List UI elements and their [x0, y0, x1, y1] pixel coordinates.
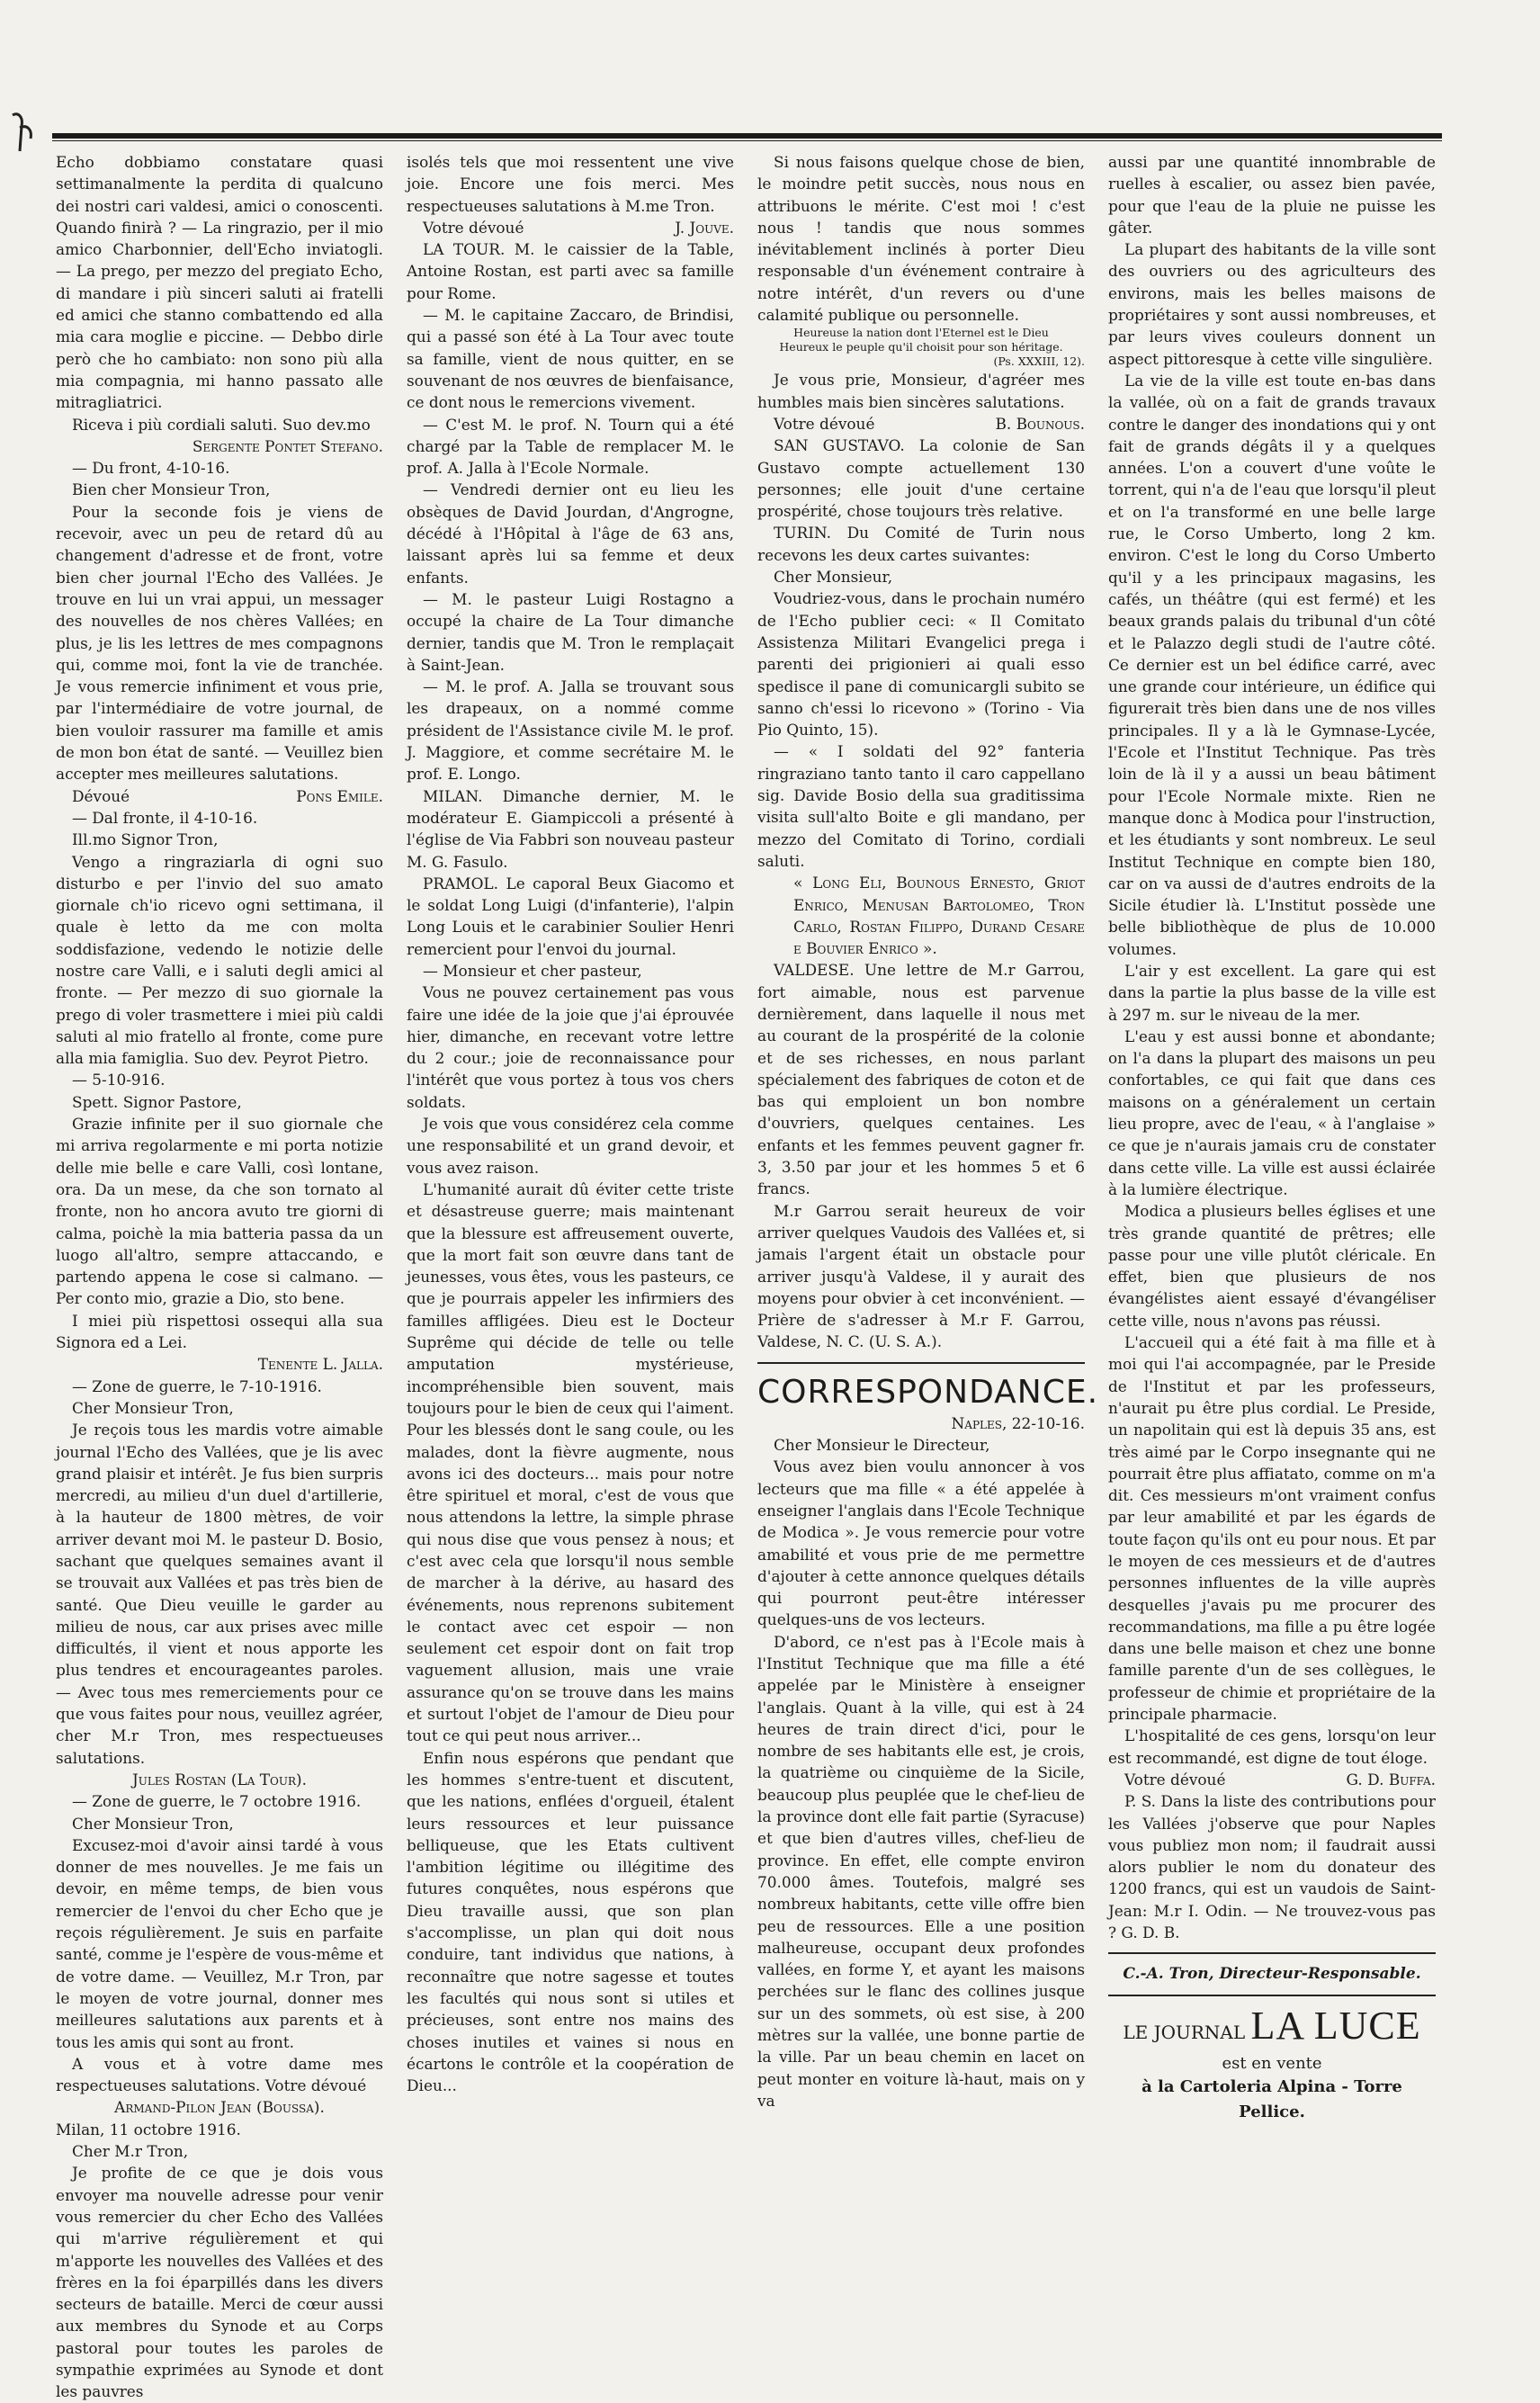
- paragraph: aussi par une quantité innombrable de ruelles à escalier, ou assez bien pavée, pour que l'eau de la pluie ne puisse les gâter.: [1108, 153, 1436, 237]
- paragraph: Milan, 11 octobre 1916.: [56, 2120, 241, 2138]
- paragraph: — 5-10-916.: [72, 1071, 166, 1089]
- paragraph: TURIN. Du Comité de Turin nous recevons les deux cartes suivantes:: [757, 524, 1085, 564]
- paragraph: P. S. Dans la liste des contributions pour les Vallées j'observe que pour Naples vous publiez mon nom; il faudrait aussi alors publier le nom du donateur des 1200 francs, qui est un vaudois de Saint-Jean: M.r I. Odin. — Ne trouvez-vous pas ? G. D. B.: [1108, 1792, 1436, 1942]
- paragraph: — Du front, 4-10-16.: [72, 459, 230, 478]
- paragraph: isolés tels que moi ressentent une vive joie. Encore une fois merci. Mes respectueuses salutations à M.me Tron.: [407, 153, 734, 215]
- paragraph: L'air y est excellent. La gare qui est dans la partie la plus basse de la ville est à 297 m. sur le niveau de la mer.: [1108, 961, 1436, 1024]
- editor-rule: [1108, 1952, 1436, 1954]
- paragraph: Vengo a ringraziarla di ogni suo disturbo e per l'invio del suo amato giornale ch'io ricevo ogni settimana, il quale è letto da me con molta soddisfazione, vedendo le notizie delle nostre care Valli, e i saluti degli amici al fronte. — Per mezzo di suo giornale la prego di voler trasmettere i miei più caldi saluti al mio fratello al fronte, come pure alla mia famiglia. Suo dev. Peyrot Pietro.: [56, 852, 383, 1068]
- paragraph: Voudriez-vous, dans le prochain numéro de l'Echo publier ceci: « Il Comitato Assistenza Militari Evangelici prega i parenti dei prigionieri ai quali esso spedisce il pane di comunicargli subito se sanno ch'essi lo ricevono » (Torino - Via Pio Quinto, 15).: [757, 589, 1085, 740]
- editor-credit: C.-A. Tron, Directeur-Responsable.: [1123, 1965, 1421, 1984]
- paragraph: L'accueil qui a été fait à ma fille et à moi qui l'ai accompagnée, par le Preside de l'Institut et par les professeurs, n'aurait pu être plus cordial. Le Preside, un napolitain qui est là depuis 35 ans, est très aimé par le Corpo insegnante qui ne pourrait être plus affiatato, comme on m'a dit. Ces messieurs m'ont vraiment confus par leur amabilité et par les égards de toute façon qu'ils ont eu pour nous. Et par le moyen de ces messieurs et de d'autres personnes influentes de la ville auprès desquelles j'avais pu me procurer des recommandations, ma fille a pu être logée dans une belle maison et chez une bonne famille parente d'un de ses collègues, le professeur de chimie et propriétaire de la principale pharmacie.: [1108, 1333, 1436, 1724]
- signature: Sergente Pontet Stefano.: [192, 436, 383, 455]
- paragraph: Cher Monsieur,: [774, 568, 893, 587]
- paragraph: Grazie infinite per il suo giornale che mi arriva regolarmente e mi porta notizie delle mie belle e care Valli, così lontane, ora. Da un mese, da che son tornato al fronte, non ho ancora avuto tre giorni di calma, poichè la mia batteria passa da un luogo all'altro, sempre attaccando, e partendo appena le cose si calmano. — Per conto mio, grazie a Dio, sto bene.: [56, 1115, 383, 1308]
- top-rule: [52, 133, 1442, 139]
- section-rule: [757, 1362, 1085, 1364]
- signature-line: [407, 217, 734, 238]
- column-3: [757, 151, 1099, 2175]
- paragraph: L'humanité aurait dû éviter cette triste et désastreuse guerre; mais maintenant que la blessure est affreusement ouverte, que la mort fait son œuvre dans tant de jeunesses, vous êtes, vous les pasteurs, ce que je pourrais appeler les infirmiers des familles affligées. Dieu est le Docteur Suprême qui décide de telle ou telle amputation mystérieuse, incompréhensible bien souvent, mais toujours pour le bien de ceux qui l'aiment. Pour les blessés dont le sang coule, ou les malades, dont la fièvre augmente, nous avons ici des docteurs... mais pour notre être spirituel et moral, c'est de vous que nous attendons la lettre, la simple phrase qui nous dise que vous pensez à nous; et c'est avec cela que lorsqu'il nous semble de marcher à la dérive, au hasard des événements, nous reprenons subitement le contact avec cet espoir — non seulement cet espoir dont on fait trop vaguement allusion, mais une vraie assurance qu'on se trouve dans les mains et surtout l'objet de l'amour de Dieu pour tout ce qui peut nous arriver...: [407, 1179, 734, 1745]
- paragraph: — Monsieur et cher pasteur,: [423, 961, 642, 980]
- paragraph: Je vois que vous considérez cela comme une responsabilité et un grand devoir, et vous avez raison.: [407, 1115, 734, 1177]
- paragraph: L'eau y est aussi bonne et abondante; on l'a dans la plupart des maisons un peu confortables, ce qui fait que dans ces maisons on a généralement un certain lieu propre, avec de l'eau, « à l'anglaise » ce que je n'aurais jamais cru de constater dans cette ville. La ville est aussi éclairée à la lumière électrique.: [1108, 1027, 1436, 1198]
- paragraph: PRAMOL. Le caporal Beux Giacomo et le soldat Long Luigi (d'infanterie), l'alpin Long Louis et le carabinier Soulier Henri remercient pour l'envoi du journal.: [407, 874, 734, 958]
- paragraph: Cher Monsieur le Directeur,: [774, 1436, 990, 1455]
- margin-mark: [7, 106, 38, 160]
- paragraph: Bien cher Monsieur Tron,: [72, 480, 271, 499]
- column-1: [56, 151, 383, 2401]
- paragraph: D'abord, ce n'est pas à l'Ecole mais à l'Institut Technique que ma fille a été appelée par le Ministère à enseigner l'anglais. Quant à la ville, qui est à 24 heures de train direct d'ici, pour le nombre de ses habitants elle est, je crois, la quatrième ou cinquième de la Sicile, beaucoup plus peuplée que le chef-lieu de la province dont elle fait partie (Syracuse) et que bien d'autres villes, chef-lieu de province. En effet, elle compte environ 70.000 âmes. Toutefois, malgré ses nombreux habitants, cette ville offre bien peu de ressources. Elle a une position malheureuse, occupant deux profondes vallées, en forme Y, et ayant les maisons perchées sur le flanc des collines jusque sur un des sommets, où est sise, à 200 mètres sur la vallée, une bonne partie de la ville. Par un beau chemin en lacet on peut monter en voiture là-haut, mais on y va: [757, 1632, 1085, 2110]
- paragraph: L'hospitalité de ces gens, lorsqu'on leur est recommandé, est digne de tout éloge.: [1108, 1726, 1436, 1767]
- paragraph: M.r Garrou serait heureux de voir arriver quelques Vaudois des Vallées et, si jamais l'argent était un obstacle pour arriver jusqu'à Valdese, il y aurait des moyens pour obvier à cet inconvénient. — Prière de s'adresser à M.r F. Garrou, Valdese, N. C. (U. S. A.).: [757, 1201, 1085, 1351]
- signer: B. Bounous.: [995, 414, 1085, 433]
- paragraph: Je reçois tous les mardis votre aimable journal l'Echo des Vallées, que je lis avec grand plaisir et intérêt. Je fus bien surpris mercredi, au milieu d'un duel d'artillerie, à la hauteur de 1800 mètres, de voir arriver devant moi M. le pasteur D. Bosio, sachant que quelques semaines avant il se trouvait aux Vallées et pas très bien de santé. Que Dieu veuille le garder au milieu de nous, car aux prises avec mille difficultés, il vient et nous apporte les plus tendres et encourageantes paroles. — Avec tous mes remerciements pour ce que vous faites pour nous, veuillez agréer, cher M.r Tron, mes respectueuses salutations.: [56, 1421, 383, 1767]
- paragraph: Vous avez bien voulu annoncer à vos lecteurs que ma fille « a été appelée à enseigner l'anglais dans l'Ecole Technique de Modica ». Je vous remercie pour votre amabilité et vous prie de me permettre d'ajouter à cette annonce quelques détails qui pourront peut-être intéresser quelques-uns de vos lecteurs.: [757, 1457, 1085, 1629]
- paragraph: I miei più rispettosi ossequi alla sua Signora ed a Lei.: [56, 1311, 383, 1352]
- closing: Votre dévoué: [423, 218, 524, 237]
- scripture-quote: [757, 326, 1085, 369]
- paragraph: Spett. Signor Pastore,: [72, 1092, 242, 1111]
- paragraph: Pour la seconde fois je viens de recevoir, avec un peu de retard dû au changement d'adresse et de front, votre bien cher journal l'Echo des Vallées. Je trouve en lui un vrai appui, un messager des nouvelles de nos chères Vallées; en plus, je lis les lettres de mes compagnons qui, comme moi, font la vie de tranchée. Je vous remercie infiniment et vous prie, par l'intermédiaire de votre journal, de bien vouloir rassurer ma famille et amis de mon bon état de santé. — Veuillez bien accepter mes meilleures salutations.: [56, 502, 383, 784]
- signature: Armand-Pilon Jean (Boussa).: [114, 2098, 325, 2117]
- paragraph: SAN GUSTAVO. La colonie de San Gustavo compte actuellement 130 personnes; elle jouit d'une certaine prospérité, chose toujours très relative.: [757, 436, 1085, 521]
- paragraph: VALDESE. Une lettre de M.r Garrou, fort aimable, nous est parvenue dernièrement, dans laquelle il nous met au courant de la prospérité de la colonie et de ses richesses, en nous parlant spécialement des fabriques de coton et de bas qui emploient un bon nombre d'ouvriers, quelques centaines. Les enfants et les femmes peuvent gagner fr. 3, 3.50 par jour et les hommes 5 et 6 francs.: [757, 961, 1085, 1198]
- section-title: CORRESPONDANCE.: [757, 1373, 1099, 1411]
- signer: G. D. Buffa.: [1346, 1770, 1436, 1789]
- signatories: « Long Eli, Bounous Ernesto, Griot Enrico, Menusan Bartolomeo, Tron Carlo, Rostan Filippo, Durand Cesare e Bouvier Enrico ».: [793, 874, 1085, 958]
- paragraph: Je vous prie, Monsieur, d'agréer mes humbles mais bien sincères salutations.: [757, 371, 1085, 411]
- paragraph: Cher Monsieur Tron,: [72, 1398, 234, 1417]
- paragraph: Enfin nous espérons que pendant que les hommes s'entre-tuent et discutent, que les nations, enflées d'orgueil, étalent leurs ressources et leur puissance belliqueuse, que les Etats cultivent l'ambition légitime ou illégitime des futures conquêtes, nous espérons que Dieu travaille aussi, que son plan s'accomplisse, un plan qui doit nous conduire, tant individus que nations, à reconnaître que notre sagesse et toutes les facultés qui nous sont si utiles et précieuses, sont entre nos mains des choses inutiles et vaines si nous en écartons le contrôle et la coopération de Dieu...: [407, 1748, 734, 2095]
- paragraph: — M. le pasteur Luigi Rostagno a occupé la chaire de La Tour dimanche dernier, tandis que M. Tron le remplaçait à Saint-Jean.: [407, 589, 734, 674]
- signature: Jules Rostan (La Tour).: [132, 1770, 307, 1789]
- closing: Votre dévoué: [1124, 1770, 1226, 1789]
- paragraph: A vous et à votre dame mes respectueuses salutations. Votre dévoué: [56, 2054, 383, 2095]
- quote-line: (Ps. XXXIII, 12).: [993, 354, 1085, 369]
- paragraph: Cher M.r Tron,: [72, 2142, 189, 2161]
- paragraph: Excusez-moi d'avoir ainsi tardé à vous donner de mes nouvelles. Je me fais un devoir, en même temps, de bien vous remercier de l'envoi du cher Echo que je reçois régulièrement. Je suis en parfaite santé, comme je l'espère de vous-même et de votre dame. — Veuillez, M.r Tron, par le moyen de votre journal, donner mes meilleures salutations aux parents et à tous les amis qui sont au front.: [56, 1835, 383, 2051]
- closing: Votre dévoué: [774, 414, 875, 433]
- signature: Naples, 22-10-16.: [951, 1413, 1085, 1432]
- paragraph: Riceva i più cordiali saluti. Suo dev.mo: [72, 415, 371, 434]
- luce-shop: à la Cartoleria Alpina - Torre Pellice.: [1142, 2076, 1402, 2121]
- top-rule-thin: [52, 140, 1442, 141]
- signature: Tenente L. Jalla.: [257, 1355, 383, 1374]
- paragraph: — C'est M. le prof. N. Tourn qui a été chargé par la Table de remplacer M. le prof. A. Jalla à l'Ecole Normale.: [407, 415, 734, 478]
- signer: Pons Emile.: [296, 786, 383, 805]
- paragraph: Ill.mo Signor Tron,: [72, 830, 219, 849]
- column-2: [407, 151, 734, 2175]
- signature-line: [757, 413, 1085, 435]
- paragraph: LA TOUR. M. le caissier de la Table, Antoine Rostan, est parti avec sa famille pour Rome.: [407, 240, 734, 302]
- signature-line: [1108, 1769, 1436, 1790]
- quote-line: Heureuse la nation dont l'Eternel est le Dieu: [793, 326, 1049, 340]
- luce-ad-title: [1108, 2005, 1436, 2053]
- paragraph: Vous ne pouvez certainement pas vous faire une idée de la joie que j'ai éprouvée hier, dimanche, en recevant votre lettre du 2 cour.; joie de reconnaissance pour l'intérêt que vous portez à tous vos chers soldats.: [407, 983, 734, 1111]
- closing: Dévoué: [72, 786, 130, 805]
- signature-line: [56, 785, 383, 807]
- luce-sale: est en vente: [1222, 2053, 1322, 2073]
- paragraph: Cher Monsieur Tron,: [72, 1814, 234, 1833]
- paragraph: Je profite de ce que je dois vous envoyer ma nouvelle adresse pour venir vous remercier du cher Echo des Vallées qui m'arrive régulièrement et qui m'apporte les nouvelles des Vallées et des frères en la foi éparpillés dans les divers secteurs de bataille. Merci de cœur aussi aux membres du Synode et au Corps pastoral pour toutes les paroles de sympathie exprimées au Synode et dont les pauvres: [56, 2164, 383, 2401]
- paragraph: — « I soldati del 92° fanteria ringraziano tanto tanto il caro cappellano sig. Davide Bosio della sua graditissima visita sull'alto Boite e gli mandano, per mezzo del Comitato di Torino, cordiali saluti.: [757, 742, 1085, 870]
- paragraph: — Zone de guerre, le 7 octobre 1916.: [72, 1792, 362, 1811]
- paragraph: MILAN. Dimanche dernier, M. le modérateur E. Giampiccoli a présenté à l'église de Via Fabbri son nouveau pasteur M. G. Fasulo.: [407, 786, 734, 871]
- paragraph: — Dal fronte, il 4-10-16.: [72, 808, 258, 827]
- paragraph: Modica a plusieurs belles églises et une très grande quantité de prêtres; elle passe pour une ville plutôt cléricale. En effet, bien que plusieurs de nos évangélistes aient essayé d'évangéliser cette ville, nous n'avons pas réussi.: [1108, 1202, 1436, 1330]
- paragraph: La vie de la ville est toute en-bas dans la vallée, où on a fait de grands travaux contre le danger des inondations qui y ont fait de grands dégâts il y a quelques années. L'on a couvert d'une voûte le torrent, qui n'a de l'eau que lorsqu'il pleut et on l'a transformé en une belle large rue, le Corso Umberto, long 2 km. environ. C'est le long du Corso Umberto qu'il y a les principaux magasins, les cafés, un théâtre (qui est fermé) et les beaux grands palais du tribunal d'un côté et le Palazzo degli studi de l'autre côté. Ce dernier est un bel édifice carré, avec une grande cour intérieure, un édifice qui figurerait très bien dans une de nos villes principales. Il y a là le Gymnase-Lycée, l'Ecole et l'Institut Technique. Pas très loin de là il y a aussi un beau bâtiment pour l'Ecole Normale mixte. Rien ne manque donc à Modica pour l'instruction, et les étudiants y sont nombreux. Le seul Institut Technique en compte bien 180, car on va aussi de d'autres endroits de la Sicile étudier là. L'Institut possède une belle bibliothèque de plus de 10.000 volumes.: [1108, 371, 1436, 958]
- paragraph: Echo dobbiamo constatare quasi settimanalmente la perdita di qualcuno dei nostri cari valdesi, amici o conoscenti. Quando finirà ? — La ringrazio, per il mio amico Charbonnier, dell'Echo inviatogli. — La prego, per mezzo del pregiato Echo, di mandare i più sinceri saluti ai fratelli ed amici che stanno combattendo ed alla mia cara moglie e piccine. — Debbo dirle però che ho cambiato: non sono più alla mia compagnia, mi hanno passato alle mitragliatrici.: [56, 153, 383, 412]
- page-columns: [56, 151, 1441, 2401]
- paragraph: — Zone de guerre, le 7-10-1916.: [72, 1376, 322, 1395]
- paragraph: La plupart des habitants de la ville sont des ouvriers ou des agriculteurs des environs, mais les belles maisons de propriétaires y sont aussi nombreuses, et par leurs vives couleurs donnent un aspect pittoresque à cette ville singulière.: [1108, 240, 1436, 368]
- paragraph: Si nous faisons quelque chose de bien, le moindre petit succès, nous nous en attribuons le mérite. C'est moi ! c'est nous ! tandis que nous sommes inévitablement inclinés à porter Dieu responsable d'un événement contraire à notre intérêt, d'un revers ou d'une calamité publique ou personnelle.: [757, 153, 1085, 325]
- signer: J. Jouve.: [675, 218, 734, 237]
- paragraph: — M. le prof. A. Jalla se trouvant sous les drapeaux, on a nommé comme président de l'Assistance civile M. le prof. J. Maggiore, et comme secrétaire M. le prof. E. Longo.: [407, 677, 734, 784]
- column-4: [1108, 151, 1436, 2175]
- ad-rule: [1108, 1995, 1436, 1996]
- quote-line: Heureux le peuple qu'il choisit pour son héritage.: [779, 340, 1063, 354]
- paragraph: — Vendredi dernier ont eu lieu les obsèques de David Jourdan, d'Angrogne, décédé à l'Hôpital à l'âge de 63 ans, laissant après lui sa femme et deux enfants.: [407, 480, 734, 587]
- luce-prefix: LE JOURNAL: [1123, 2021, 1246, 2043]
- paragraph: — M. le capitaine Zaccaro, de Brindisi, qui a passé son été à La Tour avec toute sa famille, vient de nous quitter, en se souvenant de nos œuvres de bienfaisance, ce dont nous le remercions vivement.: [407, 306, 734, 412]
- luce-name: LA LUCE: [1250, 2003, 1421, 2048]
